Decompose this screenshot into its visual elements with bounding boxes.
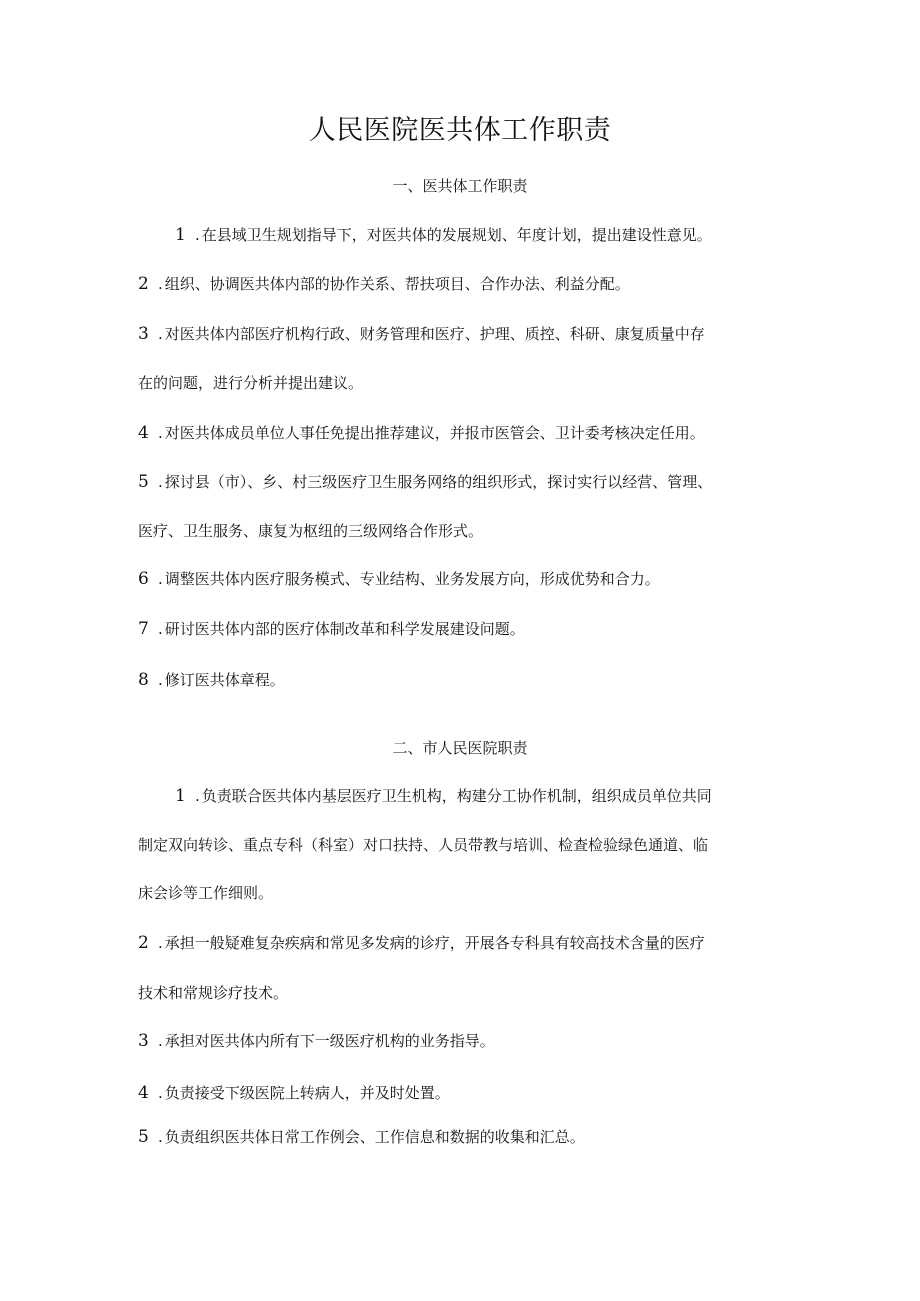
list-item: 4 . 对医共体成员单位人事任免提出推荐建议，并报市医管会、卫计委考核决定任用。 [138,423,705,443]
item-number: 6 [138,569,149,589]
item-text: 承担对医共体内所有下一级医疗机构的业务指导。 [164,1032,495,1050]
list-item-continuation: 医疗、卫生服务、康复为枢纽的三级网络合作形式。 [138,522,484,540]
item-number: 3 [138,1031,149,1051]
item-text: 组织、协调医共体内部的协作关系、帮扶项目、合作办法、利益分配。 [164,275,630,293]
list-item: 5 . 负责组织医共体日常工作例会、工作信息和数据的收集和汇总。 [138,1127,585,1147]
item-text: 在县域卫生规划指导下，对医共体的发展规划、年度计划，提出建设性意见。 [201,226,712,244]
list-item-continuation: 制定双向转诊、重点专科（科室）对口扶持、人员带教与培训、检查检验绿色通道、临 [138,836,709,854]
item-text: 调整医共体内医疗服务模式、专业结构、业务发展方向，形成优势和合力。 [164,570,660,588]
item-number: 5 [138,1127,149,1147]
list-item-continuation: 技术和常规诊疗技术。 [138,984,289,1002]
list-item: 2 . 承担一般疑难复杂疾病和常见多发病的诊疗，开展各专科具有较高技术含量的医疗 [138,933,705,953]
list-item: 7 . 研讨医共体内部的医疗体制改革和科学发展建设问题。 [138,619,525,639]
item-text: 负责组织医共体日常工作例会、工作信息和数据的收集和汇总。 [164,1128,585,1146]
item-text: 负责联合医共体内基层医疗卫生机构，构建分工协作机制，组织成员单位共同 [201,787,712,805]
list-item-continuation: 在的问题，进行分析并提出建议。 [138,374,364,392]
list-item: 4 . 负责接受下级医院上转病人，并及时处置。 [138,1083,450,1103]
item-text: 研讨医共体内部的医疗体制改革和科学发展建设问题。 [164,620,525,638]
item-number: 1 [175,786,186,806]
list-item: 8 . 修订医共体章程。 [138,670,285,690]
page-title: 人民医院医共体工作职责 [308,115,612,146]
section-heading-2: 二、市人民医院职责 [392,739,528,757]
item-text: 对医共体内部医疗机构行政、财务管理和医疗、护理、质控、科研、康复质量中存 [164,325,705,343]
item-number: 4 [138,423,149,443]
list-item-continuation: 床会诊等工作细则。 [138,884,274,902]
item-number: 1 [175,225,186,245]
list-item: 1 . 负责联合医共体内基层医疗卫生机构，构建分工协作机制，组织成员单位共同 [175,786,712,806]
list-item: 6 . 调整医共体内医疗服务模式、专业结构、业务发展方向，形成优势和合力。 [138,569,660,589]
item-number: 2 [138,274,149,294]
item-number: 5 [138,472,149,492]
item-number: 4 [138,1083,149,1103]
list-item: 2 . 组织、协调医共体内部的协作关系、帮扶项目、合作办法、利益分配。 [138,274,630,294]
item-number: 3 [138,324,149,344]
item-number: 2 [138,933,149,953]
list-item: 1 . 在县域卫生规划指导下，对医共体的发展规划、年度计划，提出建设性意见。 [175,225,712,245]
item-text: 对医共体成员单位人事任免提出推荐建议，并报市医管会、卫计委考核决定任用。 [164,424,705,442]
item-number: 8 [138,670,149,690]
item-text: 修订医共体章程。 [164,671,285,689]
item-text: 承担一般疑难复杂疾病和常见多发病的诊疗，开展各专科具有较高技术含量的医疗 [164,934,705,952]
item-text: 负责接受下级医院上转病人，并及时处置。 [164,1084,450,1102]
item-number: 7 [138,619,149,639]
section-heading-1: 一、医共体工作职责 [392,177,528,195]
item-text: 探讨县（市）、乡、村三级医疗卫生服务网络的组织形式，探讨实行以经营、管理、 [164,473,713,491]
list-item: 3 . 对医共体内部医疗机构行政、财务管理和医疗、护理、质控、科研、康复质量中存 [138,324,705,344]
list-item: 3 . 承担对医共体内所有下一级医疗机构的业务指导。 [138,1031,495,1051]
list-item: 5 . 探讨县（市）、乡、村三级医疗卫生服务网络的组织形式，探讨实行以经营、管理、 [138,472,713,492]
